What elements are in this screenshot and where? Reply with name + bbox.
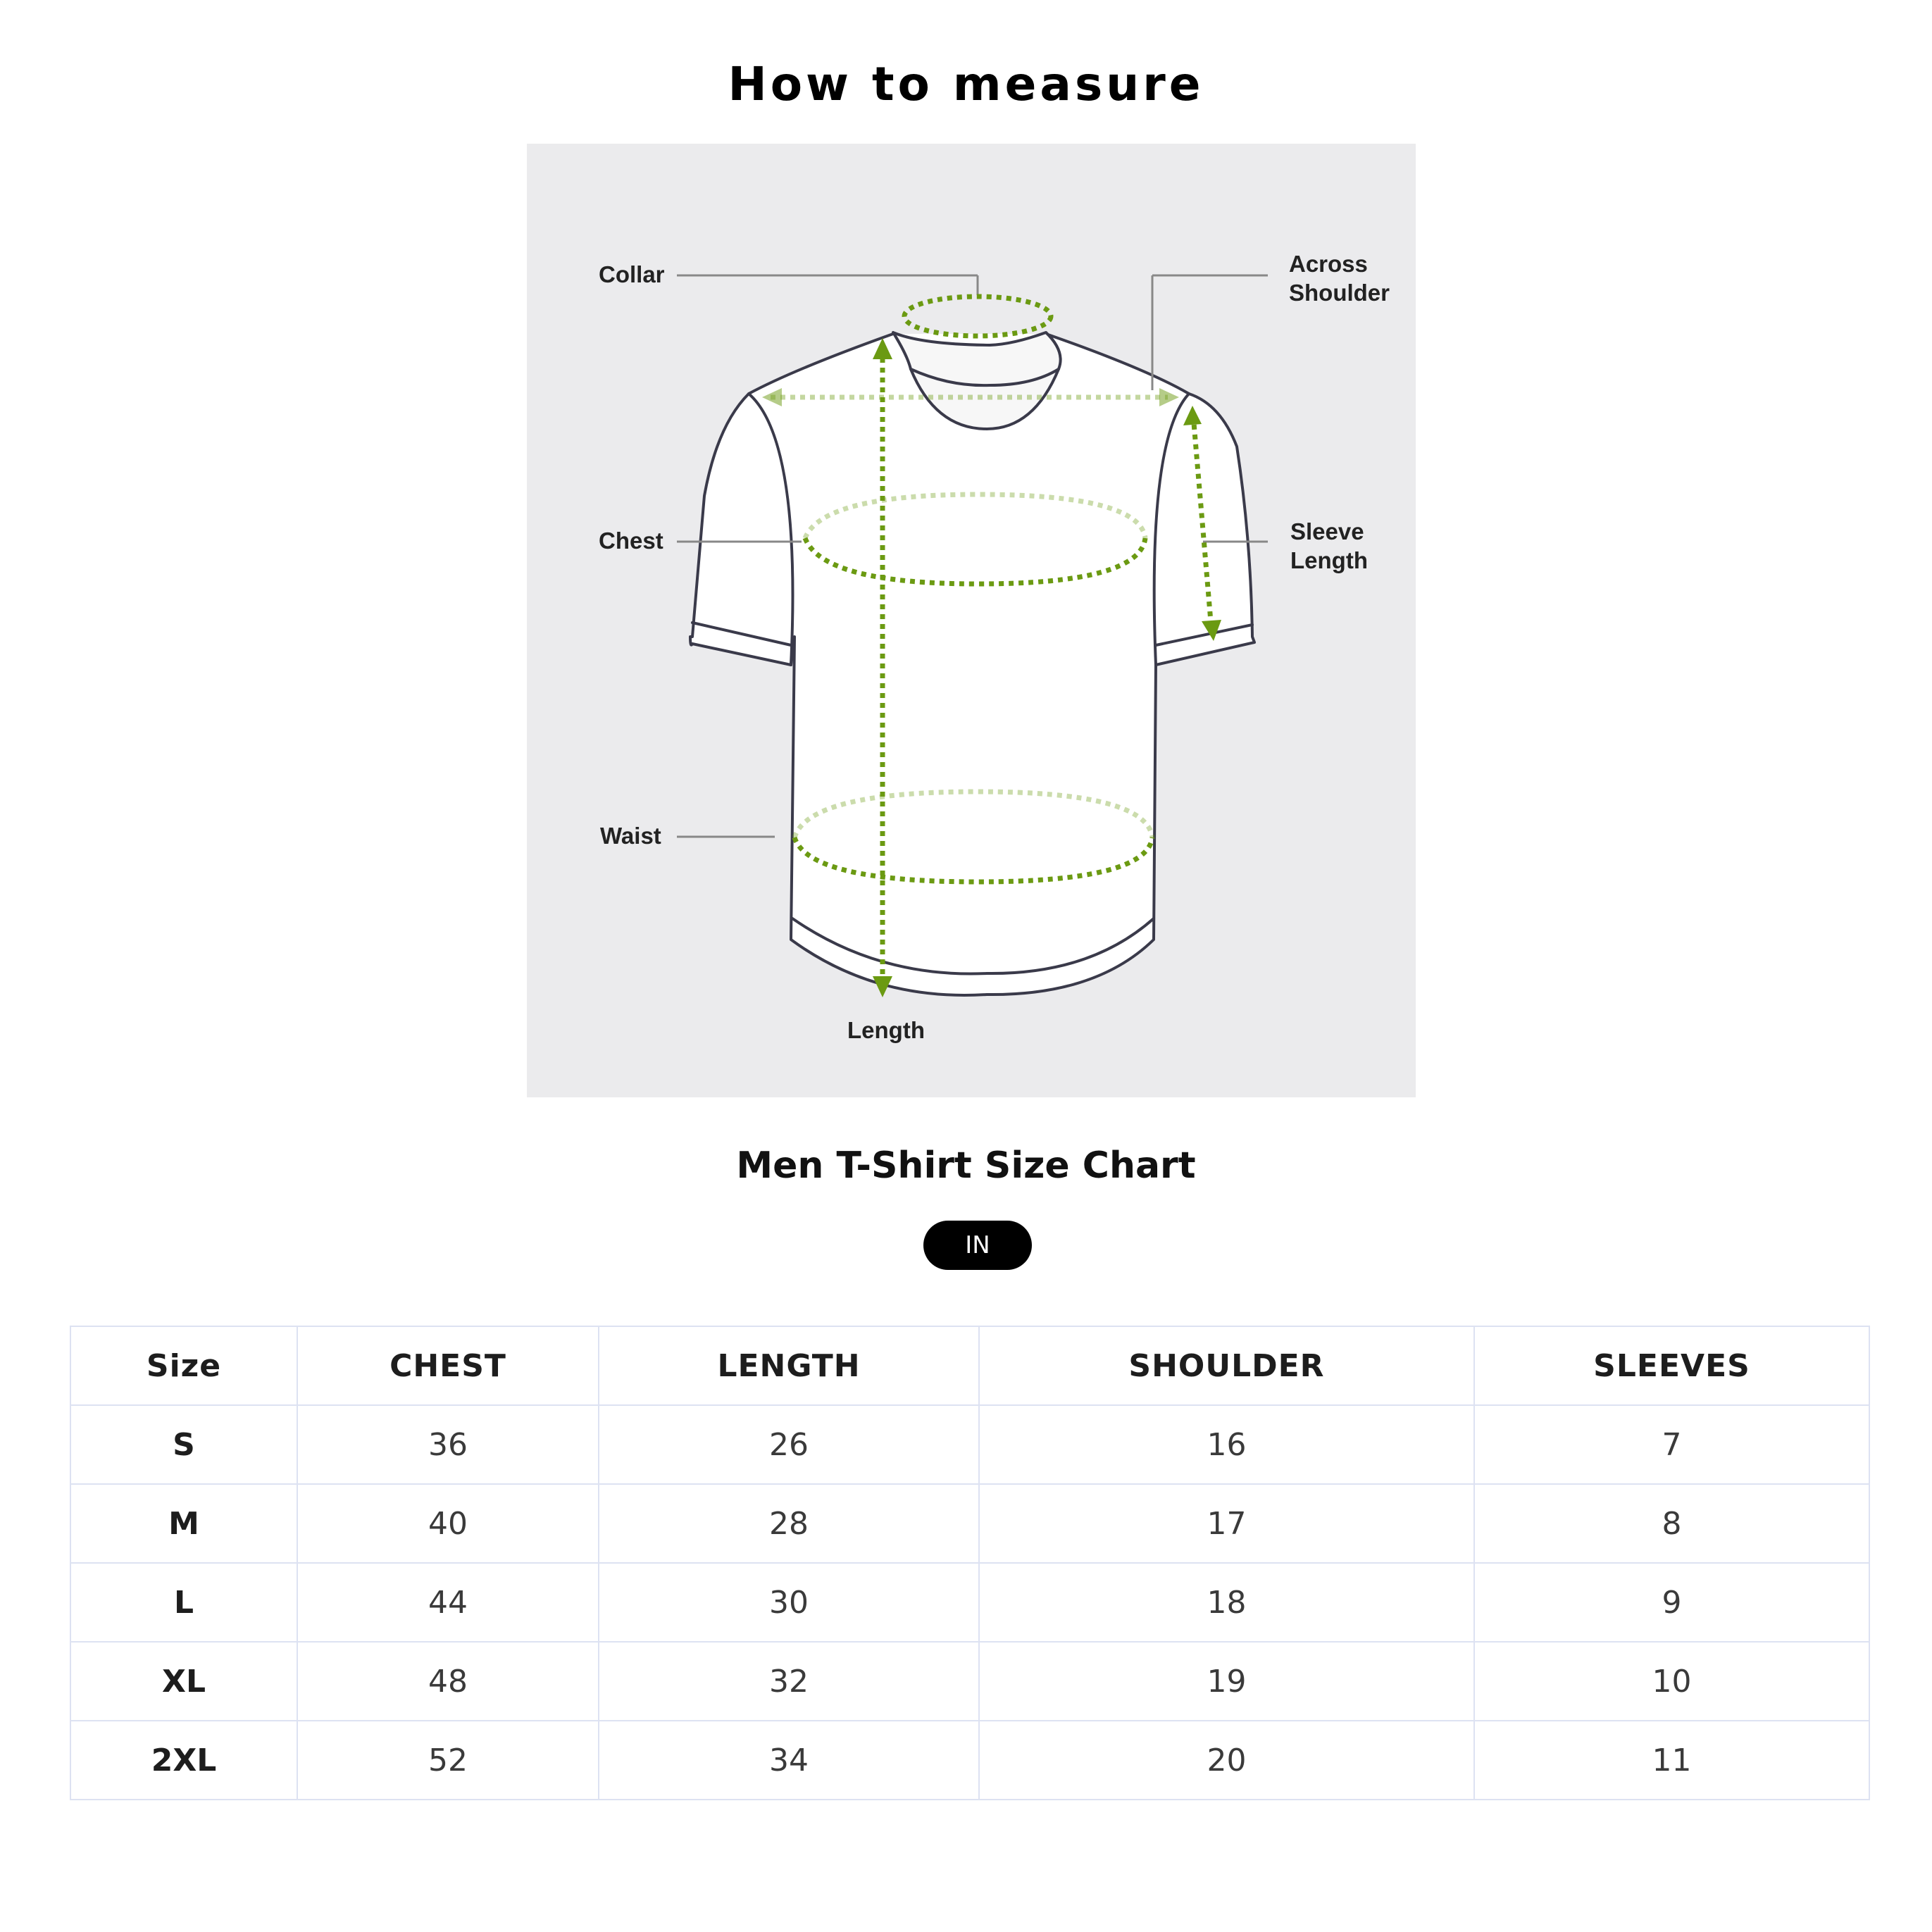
length-cell: 28 [599,1484,979,1563]
measurement-diagram [527,144,1416,1097]
table-row [70,1642,1869,1721]
waist-label: Waist [600,823,661,849]
header-size: Size [70,1326,297,1405]
size-chart-table [70,1326,1870,1800]
chest-cell: 48 [297,1642,599,1721]
chest-cell: 40 [297,1484,599,1563]
chest-cell: 52 [297,1721,599,1800]
length-label: Length [847,1017,925,1043]
shoulder-cell: 17 [979,1484,1474,1563]
sleeves-cell: 7 [1474,1405,1869,1484]
header-length: LENGTH [599,1326,979,1405]
page-title: How to measure [728,57,1204,111]
table-row [70,1563,1869,1642]
size-cell: 2XL [70,1721,297,1800]
sleeve-length-label: Sleeve Length [1290,518,1368,573]
header-sleeves: SLEEVES [1474,1326,1869,1405]
table-row [70,1484,1869,1563]
table-row [70,1405,1869,1484]
shoulder-cell: 18 [979,1563,1474,1642]
size-cell: S [70,1405,297,1484]
length-cell: 32 [599,1642,979,1721]
size-cell: XL [70,1642,297,1721]
unit-toggle-button[interactable]: IN [923,1221,1032,1270]
size-cell: L [70,1563,297,1642]
table-header-row [70,1326,1869,1405]
shoulder-cell: 16 [979,1405,1474,1484]
header-chest: CHEST [297,1326,599,1405]
across-shoulder-label: Across Shoulder [1289,251,1390,306]
sleeves-cell: 10 [1474,1642,1869,1721]
chest-cell: 44 [297,1563,599,1642]
sleeves-cell: 8 [1474,1484,1869,1563]
size-chart-title: Men T-Shirt Size Chart [736,1145,1196,1187]
sleeves-cell: 9 [1474,1563,1869,1642]
length-cell: 26 [599,1405,979,1484]
table-row [70,1721,1869,1800]
shoulder-cell: 20 [979,1721,1474,1800]
length-cell: 34 [599,1721,979,1800]
sleeves-cell: 11 [1474,1721,1869,1800]
chest-label: Chest [599,528,663,554]
chest-cell: 36 [297,1405,599,1484]
collar-label: Collar [599,261,665,287]
shoulder-cell: 19 [979,1642,1474,1721]
header-shoulder: SHOULDER [979,1326,1474,1405]
size-cell: M [70,1484,297,1563]
length-cell: 30 [599,1563,979,1642]
